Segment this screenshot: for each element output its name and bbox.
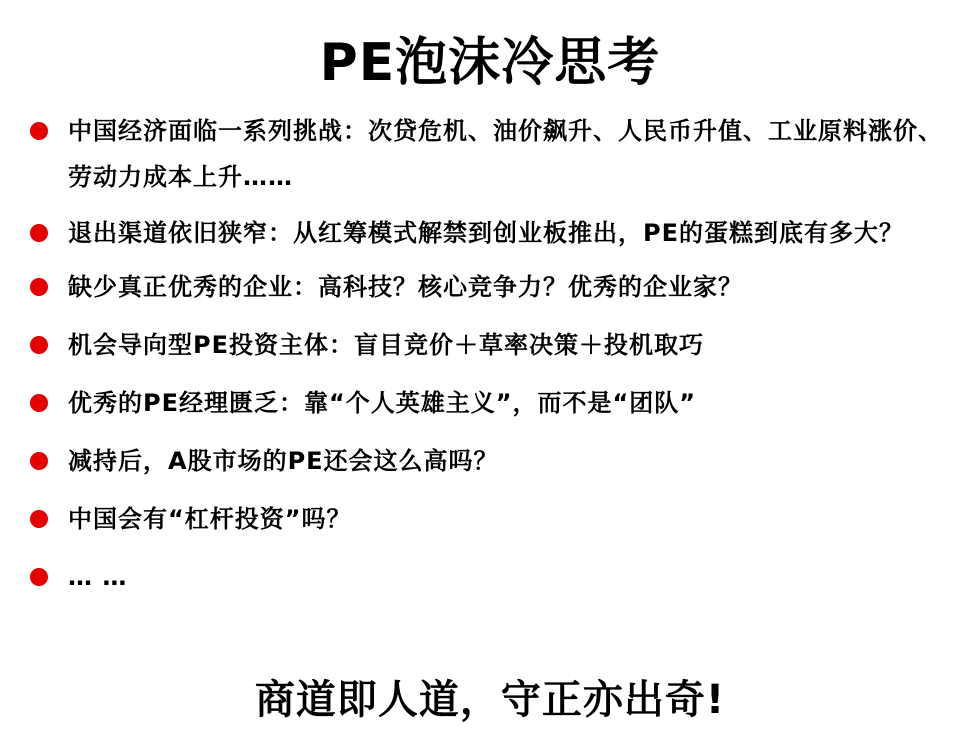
bullet-text: 缺少真正优秀的企业：高科技？核心竞争力？优秀的企业家？ (68, 273, 743, 301)
bullet-dot-icon (30, 394, 48, 412)
bullet-dot-icon (30, 510, 48, 528)
bullet-text: 减持后，A股市场的PE还会这么高吗？ (68, 447, 499, 475)
bullet-item (28, 266, 958, 308)
bullet-item (28, 498, 958, 540)
bullet-dot-icon (30, 452, 48, 470)
bullet-text: 退出渠道依旧狭窄：从红筹模式解禁到创业板推出，PE的蛋糕到底有多大？ (68, 219, 904, 247)
bullet-text: … … (68, 563, 128, 591)
bullet-text: 中国会有“杠杆投资”吗？ (68, 505, 352, 533)
bullet-text: 机会导向型PE投资主体：盲目竞价＋草率决策＋投机取巧 (68, 331, 704, 359)
bullet-dot-icon (30, 224, 48, 242)
bullet-dot-icon (30, 122, 48, 140)
bullet-item (28, 324, 958, 366)
bullet-item (28, 440, 958, 482)
slide-title: PE泡沫冷思考 (319, 33, 661, 93)
bullet-text: 优秀的PE经理匮乏：靠“个人英雄主义”，而不是“团队” (68, 389, 697, 417)
bullet-text: 中国经济面临一系列挑战：次贷危机、油价飙升、人民币升值、工业原料涨价、劳动力成本上升…… (68, 117, 943, 191)
bullet-dot-icon (30, 278, 48, 296)
bullet-item (28, 210, 958, 256)
bullet-item (28, 108, 958, 200)
bullet-item (28, 556, 958, 598)
slide-footer-motto: 商道即人道，守正亦出奇! (254, 677, 726, 723)
bullet-dot-icon (30, 336, 48, 354)
bullet-list (28, 108, 958, 614)
bullet-item (28, 382, 958, 424)
bullet-dot-icon (30, 568, 48, 586)
